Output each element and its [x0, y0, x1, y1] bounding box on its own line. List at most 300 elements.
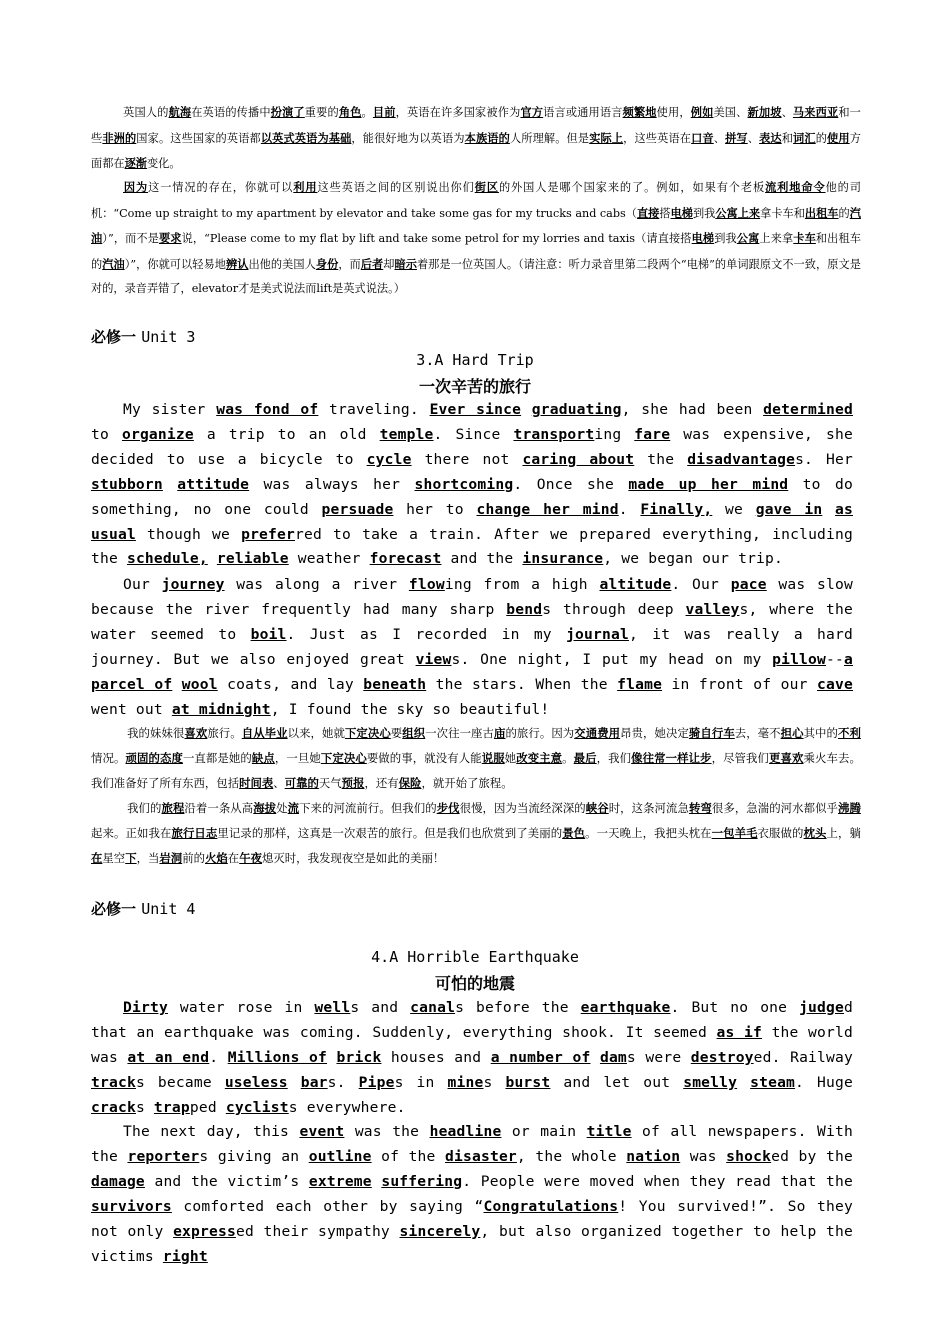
text-run: 旅行。: [207, 726, 242, 740]
text-run: the world was: [91, 1023, 853, 1066]
text-run: s through deep: [542, 600, 686, 618]
vocab-term: useless: [224, 1073, 288, 1091]
text-run: a trip to an old: [193, 425, 380, 443]
unit3-heading: 必修一 Unit 3: [91, 328, 196, 346]
vocab-term: journey: [161, 576, 225, 593]
vocab-term: extreme: [308, 1172, 372, 1190]
text-run: , but also organized together to help the victims: [91, 1222, 853, 1265]
text-run: s everywhere.: [288, 1098, 406, 1116]
unit3-title-en: 3.A Hard Trip: [416, 351, 534, 369]
text-run: [521, 401, 532, 418]
text-run: 的: [838, 206, 850, 220]
vocab-term: cycle: [366, 450, 412, 468]
text-run: 人所理解。但是: [509, 131, 590, 145]
vocab-term: track: [91, 1073, 136, 1091]
vocab-term: 组织: [402, 726, 426, 740]
unit3-english-paragraph-1: [91, 398, 853, 572]
vocab-term: 在: [91, 850, 103, 865]
text-run: the: [634, 450, 688, 468]
text-run: 起来。正如我在: [91, 825, 172, 840]
vocab-term: 火焰: [205, 850, 228, 865]
text-run: was always her: [249, 475, 415, 493]
vocab-term: 流利地命令: [765, 180, 826, 194]
text-run: 使用，: [656, 106, 691, 119]
text-run: in front of our: [662, 675, 818, 693]
vocab-term: Congratulations: [483, 1197, 619, 1215]
text-run: 搭: [659, 206, 671, 220]
vocab-term: 官方: [520, 105, 544, 119]
vocab-term: Ever since: [429, 401, 522, 418]
vocab-term: 马来西亚: [792, 105, 839, 119]
vocab-term: 表达: [759, 130, 782, 145]
vocab-term: 口音: [691, 130, 714, 145]
text-run: .: [209, 1048, 228, 1066]
text-run: s. Her: [795, 450, 853, 468]
text-run: , we began our trip.: [603, 550, 784, 568]
text-run: [163, 476, 177, 493]
text-run: 昂贵，她决定: [620, 726, 689, 740]
vocab-term: graduating: [531, 401, 622, 418]
vocab-term: temple: [379, 425, 434, 443]
vocab-term: 改变主意: [516, 750, 563, 765]
unit4-title-cn: 可怕的地震: [434, 974, 515, 993]
vocab-term: reliable: [216, 550, 289, 568]
text-run: traveling.: [318, 401, 430, 418]
text-run: 在英语的传播中: [191, 106, 271, 119]
vocab-term: 频繁地: [622, 105, 657, 119]
text-run: 、: [781, 106, 793, 119]
text-run: coats, and lay: [217, 675, 364, 693]
vocab-term: boil: [250, 625, 287, 643]
vocab-term: 担心: [780, 726, 804, 740]
text-run: The next day, this: [123, 1123, 300, 1140]
vocab-term: 卡车: [793, 231, 816, 245]
vocab-term: 海拔: [253, 801, 277, 815]
text-run: there not: [411, 450, 523, 468]
vocab-term: pillow: [772, 650, 827, 668]
text-run: 去，毫不: [734, 726, 781, 740]
vocab-term: view: [415, 650, 452, 668]
text-run: 。一天晚上，我把头枕在: [585, 825, 712, 840]
vocab-term: 实际上: [589, 130, 624, 145]
vocab-term: 午夜: [239, 850, 262, 865]
text-run: ed their sympathy: [235, 1222, 400, 1240]
text-run: 时，这条河流急: [608, 801, 689, 815]
vocab-term: crack: [91, 1098, 136, 1116]
text-run: 衣服做的: [757, 825, 804, 840]
vocab-term: gave in: [755, 500, 823, 518]
text-run: ，尽管我们: [711, 750, 770, 765]
vocab-term: 例如: [690, 105, 714, 119]
text-run: s before the: [455, 999, 581, 1016]
text-run: s. One night, I put my head on my: [451, 650, 773, 668]
text-run: ing: [594, 425, 635, 443]
vocab-term: 航海: [168, 105, 192, 119]
vocab-term: 非洲的: [102, 130, 137, 145]
text-run: her to: [393, 500, 477, 518]
text-run: ，英语在许多国家被作为: [395, 106, 521, 119]
vocab-term: bend: [506, 600, 543, 618]
vocab-term: 时间表: [239, 775, 274, 790]
vocab-term: title: [586, 1123, 632, 1140]
text-run: 的: [815, 131, 828, 145]
text-run: ，就开始了旅程。: [421, 775, 513, 790]
text-run: ，一旦她: [274, 750, 321, 765]
text-run: 国家。这些国家的英语都: [136, 131, 261, 145]
vocab-term: cyclist: [225, 1098, 289, 1116]
vocab-term: 以英式英语为基础: [260, 130, 352, 145]
vocab-term: 自从毕业: [241, 726, 288, 740]
vocab-term: valley: [685, 600, 740, 618]
vocab-term: 汽油: [102, 256, 125, 271]
text-run: 方面都在: [91, 131, 861, 170]
vocab-term: 辨认: [225, 256, 249, 271]
text-run: --: [826, 650, 844, 668]
vocab-term: 暗示: [394, 256, 417, 271]
vocab-term: 后者: [360, 256, 384, 271]
vocab-term: damage: [91, 1172, 145, 1190]
vocab-term: outline: [308, 1147, 372, 1165]
vocab-term: 汽油: [91, 205, 861, 245]
text-run: 她: [504, 750, 517, 765]
text-run: 星空: [102, 850, 126, 865]
text-run: and the victim’s: [144, 1172, 309, 1190]
text-run: was expensive, she decided to use a bicycle to: [91, 425, 853, 468]
text-run: weather: [288, 550, 370, 568]
vocab-term: 角色: [338, 105, 362, 119]
text-run: s in: [394, 1073, 448, 1091]
vocab-term: stubborn: [91, 475, 163, 493]
vocab-term: 庙: [494, 726, 506, 740]
vocab-term: 枕头: [803, 825, 827, 840]
text-run: [737, 1074, 750, 1091]
vocab-term: 公寓: [736, 231, 760, 245]
vocab-term: earthquake: [580, 999, 671, 1016]
vocab-term: survivors: [91, 1197, 172, 1215]
vocab-term: mine: [447, 1073, 484, 1091]
vocab-term: 更喜欢: [769, 750, 804, 765]
vocab-term: wool: [181, 675, 218, 693]
text-run: . Huge: [795, 1073, 853, 1091]
vocab-term: 词汇: [793, 130, 816, 145]
vocab-term: 下定决心: [320, 750, 367, 765]
vocab-term: fare: [634, 425, 671, 443]
text-run: 以来，她就: [287, 726, 345, 740]
text-run: 到我: [692, 206, 716, 220]
text-run: 上，躺: [826, 825, 861, 840]
text-run: ed by the: [771, 1147, 853, 1165]
text-run: 重要的: [304, 106, 339, 119]
text-run: 美国、: [713, 106, 748, 119]
vocab-term: a number of: [490, 1048, 591, 1066]
text-run: went out: [91, 700, 172, 718]
vocab-term: Millions of: [227, 1048, 328, 1066]
unit4-english-paragraph-2: [91, 1120, 853, 1269]
text-run: , it was really a hard journey. But we also enjoyed great: [91, 625, 854, 668]
text-run: 在: [227, 850, 240, 865]
vocab-term: journal: [566, 625, 629, 643]
vocab-term: 旅程: [161, 801, 185, 815]
vocab-term: disadvantage: [687, 450, 796, 468]
intro-paragraph-2: [91, 175, 861, 302]
vocab-term: forecast: [369, 550, 442, 568]
vocab-term: altitude: [599, 576, 672, 593]
text-run: ，而: [338, 257, 361, 271]
text-run: [372, 1173, 382, 1190]
text-run: s.: [327, 1073, 359, 1091]
text-run: ! You survived!”. So they not only: [91, 1197, 853, 1240]
vocab-term: caring about: [522, 450, 635, 468]
vocab-term: 峡谷: [585, 801, 609, 815]
vocab-term: 使用: [827, 130, 850, 145]
vocab-term: judge: [799, 999, 844, 1016]
vocab-term: persuade: [321, 500, 394, 518]
vocab-term: prefer: [241, 525, 295, 543]
text-run: and let out: [550, 1073, 684, 1091]
text-run: .: [618, 500, 641, 518]
unit4-title-en: 4.A Horrible Earthquake: [371, 948, 579, 966]
text-run: 要做的事，就没有人能: [366, 750, 482, 765]
vocab-term: 旅行日志: [171, 825, 218, 840]
unit4-english-paragraph-1: [91, 996, 853, 1121]
vocab-term: 身份: [315, 256, 339, 271]
text-run: 到我: [714, 232, 737, 245]
text-run: ，能很好地为以英语为: [351, 131, 465, 145]
vocab-term: brick: [336, 1048, 382, 1066]
text-run: 变化。: [146, 157, 181, 170]
vocab-term: a parcel of: [91, 650, 853, 693]
vocab-term: express: [173, 1222, 236, 1240]
text-run: of all newspapers. With the: [91, 1123, 853, 1165]
vocab-term: as if: [716, 1023, 763, 1041]
unit3-chinese-paragraph-1: [91, 721, 861, 795]
vocab-term: 步伐: [436, 801, 460, 815]
vocab-term: burst: [505, 1073, 551, 1091]
text-run: 、: [747, 131, 760, 145]
vocab-term: beneath: [363, 675, 427, 693]
vocab-term: change her mind: [476, 500, 619, 518]
vocab-term: 一包羊毛: [711, 825, 758, 840]
vocab-term: at midnight: [171, 700, 271, 718]
text-run: [208, 550, 217, 567]
text-run: . People were moved when they read that the: [462, 1172, 853, 1190]
unit3-title-cn: 一次辛苦的旅行: [418, 377, 531, 396]
text-run: 着那是一位英国人。（请注意：听力录音里第二段两个“电梯”的单词跟原文不一致，原文是对的，录音弄错了，elevator才是美式说法而lift是英式说法。）: [91, 257, 861, 295]
text-run: or main: [501, 1123, 587, 1140]
text-run: 沿着一条从高: [184, 801, 254, 815]
vocab-term: 街区: [474, 180, 499, 194]
text-run: s, where the water seemed to: [91, 600, 853, 643]
text-run: 和出租车的: [91, 232, 861, 271]
vocab-term: 逐渐: [124, 156, 147, 170]
text-run: 我们的: [127, 801, 162, 815]
text-run: 处: [276, 801, 288, 815]
vocab-term: 像往常一样让步: [631, 750, 712, 765]
vocab-term: insurance: [522, 550, 604, 568]
text-run: 乘火车去。我们准备好了所有东西，包括: [91, 750, 861, 790]
text-run: to do something, no one could: [91, 475, 853, 518]
text-run: houses and: [381, 1048, 491, 1066]
text-run: [590, 1049, 599, 1066]
vocab-term: attitude: [177, 475, 250, 493]
vocab-term: 最后: [573, 750, 597, 765]
vocab-term: cave: [817, 675, 853, 693]
text-run: . Once she: [513, 475, 629, 493]
text-run: to: [91, 425, 122, 443]
vocab-term: event: [299, 1123, 345, 1140]
vocab-term: 交通费用: [574, 726, 621, 740]
vocab-term: made up her mind: [628, 475, 789, 493]
text-run: 和: [781, 131, 794, 145]
text-run: [327, 1049, 336, 1066]
vocab-term: 因为: [123, 180, 149, 194]
text-run: 前的: [182, 850, 205, 865]
text-run: 拿卡车和: [760, 206, 805, 220]
vocab-term: 电梯: [670, 205, 693, 220]
vocab-term: 岩洞: [159, 850, 183, 865]
text-run: 一直都是她的: [182, 750, 252, 765]
vocab-term: destroy: [690, 1048, 754, 1066]
text-run: 情况。: [91, 750, 126, 765]
text-run: s and: [350, 999, 411, 1016]
text-run: ，还有: [364, 775, 399, 790]
vocab-term: 拼写: [725, 130, 748, 145]
text-run: 的外国人是哪个国家来的了。例如，如果有个老板: [498, 181, 766, 194]
vocab-term: Finally,: [640, 500, 713, 518]
text-run: was: [680, 1147, 727, 1165]
text-run: [822, 501, 835, 518]
text-run: 他的司机：“Come up straight to my apartment by elevator and take some gas for my trucks and cabs（: [91, 181, 861, 220]
text-run: 却: [383, 257, 395, 271]
vocab-term: 公寓上来: [715, 205, 761, 220]
text-run: , the whole: [516, 1147, 627, 1165]
text-run: 里记录的那样，这真是一次艰苦的旅行。但是我们也欣赏到了美丽的: [217, 825, 563, 840]
vocab-term: as usual: [91, 500, 854, 543]
vocab-term: trap: [153, 1098, 190, 1116]
vocab-term: 出租车: [804, 205, 839, 220]
vocab-term: schedule,: [126, 550, 208, 568]
vocab-term: steam: [750, 1073, 796, 1091]
text-run: ed. Railway: [753, 1048, 853, 1066]
text-run: 很慢，因为当流经深深的: [459, 801, 586, 815]
vocab-term: reporter: [127, 1147, 200, 1165]
text-run: . Just as I recorded in my: [286, 625, 567, 643]
vocab-term: headline: [429, 1123, 502, 1140]
text-run: , I found the sky so beautiful!: [270, 700, 550, 718]
text-run: s giving an: [199, 1147, 309, 1165]
vocab-term: 流: [287, 801, 300, 815]
vocab-term: 喜欢: [184, 726, 208, 740]
vocab-term: pace: [730, 576, 767, 593]
text-run: . Our: [671, 576, 731, 593]
vocab-term: 直接: [636, 205, 660, 220]
vocab-term: organize: [121, 425, 194, 443]
unit3-chinese-paragraph-2: [91, 796, 861, 870]
vocab-term: 要求: [158, 231, 182, 245]
text-run: 和一些: [91, 106, 861, 145]
text-run: [288, 1074, 301, 1091]
vocab-term: 缺点: [251, 750, 275, 765]
text-run: 、: [713, 131, 726, 145]
text-run: 。: [562, 750, 574, 765]
vocab-term: suffering: [381, 1172, 463, 1190]
text-run: 。: [361, 106, 373, 119]
text-run: 英国人的: [123, 106, 169, 119]
text-run: 一次往一座古: [425, 726, 494, 740]
text-run: ，当: [136, 850, 160, 865]
text-run: ）”，而不是: [102, 232, 159, 245]
vocab-term: dam: [599, 1048, 627, 1066]
text-run: 语言或通用语言: [543, 106, 623, 119]
vocab-term: determined: [763, 401, 853, 418]
text-run: My sister: [123, 401, 217, 418]
vocab-term: 下定决心: [344, 726, 391, 740]
vocab-term: 景色: [562, 825, 586, 840]
vocab-term: Pipe: [358, 1073, 395, 1091]
unit4-heading: 必修一 Unit 4: [91, 900, 196, 918]
text-run: 要: [390, 726, 403, 740]
unit3-english-paragraph-2: [91, 573, 853, 722]
vocab-term: flow: [408, 576, 445, 593]
text-run: was along a river: [224, 576, 409, 593]
text-run: 、: [273, 775, 285, 790]
text-run: the stars. When the: [426, 675, 618, 693]
text-run: 出他的美国人: [248, 257, 316, 271]
text-run: ，我们: [596, 750, 632, 765]
vocab-term: transport: [513, 425, 595, 443]
text-run: 这些英语之间的区别说出你们: [317, 181, 475, 194]
vocab-term: 预报: [341, 775, 365, 790]
vocab-term: disaster: [445, 1147, 517, 1165]
text-run: ing from a high: [444, 576, 600, 593]
text-run: of the: [371, 1147, 446, 1165]
vocab-term: Dirty: [123, 999, 168, 1016]
text-run: was slow because the river frequently had many sharp: [91, 576, 853, 618]
vocab-term: 保险: [398, 775, 422, 790]
vocab-term: 顽固的态度: [125, 750, 183, 765]
text-run: 上来拿: [759, 232, 794, 245]
text-run: water rose in: [167, 999, 315, 1016]
vocab-term: bar: [300, 1073, 328, 1091]
text-run: red to take a train. After we prepared everything, including the: [91, 525, 854, 568]
text-run: comforted each other by saying “: [171, 1197, 484, 1215]
text-run: 我的妹妹很: [127, 726, 185, 740]
text-run: 说，“Please come to my flat by lift and take some petrol for my lorries and taxis（请直接搭: [181, 232, 692, 245]
vocab-term: 目前: [372, 105, 396, 119]
intro-paragraph-1: [91, 100, 861, 177]
vocab-term: shortcoming: [414, 475, 514, 493]
vocab-term: 下: [125, 850, 137, 865]
text-run: . But no one: [670, 999, 800, 1016]
text-run: and the: [441, 550, 523, 568]
vocab-term: flame: [617, 675, 663, 693]
text-run: ）”，你就可以轻易地: [124, 257, 226, 271]
text-run: was the: [344, 1123, 430, 1140]
text-run: . Since: [433, 425, 514, 443]
text-run: 的旅行。因为: [505, 726, 575, 740]
vocab-term: at an end: [127, 1048, 210, 1066]
vocab-term: 扮演了: [270, 105, 305, 119]
vocab-term: 本族语的: [464, 130, 510, 145]
vocab-term: right: [162, 1247, 208, 1265]
text-run: s were: [626, 1048, 691, 1066]
text-run: ped: [189, 1098, 226, 1116]
text-run: d that an earthquake was coming. Suddenly, everything shook. It seemed: [91, 999, 853, 1041]
text-run: 这一情况的存在，你就可以: [148, 181, 294, 194]
text-run: 熄灭时，我发现夜空是如此的美丽！: [262, 850, 445, 865]
vocab-term: 电梯: [691, 231, 715, 245]
text-run: we: [712, 500, 756, 518]
